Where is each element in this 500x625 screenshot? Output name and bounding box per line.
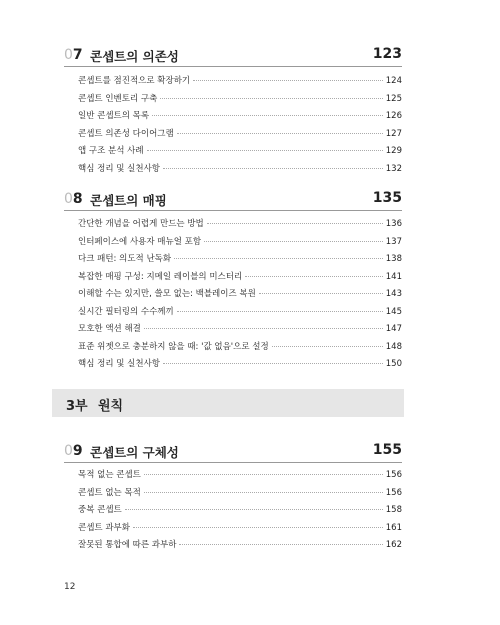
dot-leader	[160, 98, 382, 99]
chapter-title: 콘셉트의 의존성	[90, 49, 179, 64]
toc-entry: 일반 콘셉트의 목록 126	[78, 111, 402, 121]
part-title: 원칙	[98, 399, 124, 414]
toc-entry: 복잡한 매핑 구성: 지메일 레이블의 미스터리 141	[78, 271, 402, 282]
dot-leader	[259, 293, 383, 294]
toc-entry: 콘셉트 과부화 161	[78, 522, 402, 533]
toc-entry: 인터페이스에 사용자 매뉴얼 포함 137	[78, 236, 402, 247]
dot-leader	[174, 258, 383, 259]
part-label: 3부	[66, 399, 88, 414]
toc-entry: 중복 콘셉트 158	[78, 505, 402, 515]
dot-leader	[144, 492, 383, 493]
toc-entry: 핵심 정리 및 실천사항 150	[78, 359, 402, 369]
chapter-title: 콘셉트의 매핑	[90, 193, 167, 208]
chapter-divider	[64, 66, 402, 67]
dot-leader	[144, 328, 383, 329]
dot-leader	[152, 115, 383, 116]
chapter-number: 07	[64, 47, 83, 63]
toc-entry-list	[78, 217, 402, 375]
dot-leader	[163, 363, 383, 364]
dot-leader	[272, 346, 383, 347]
part-header	[52, 389, 404, 417]
dot-leader	[133, 527, 383, 528]
toc-entry: 간단한 개념을 어렵게 만드는 방법 136	[78, 219, 402, 229]
dot-leader	[125, 509, 383, 510]
toc-entry: 콘셉트 없는 목적 156	[78, 487, 402, 498]
chapter-divider	[64, 462, 402, 463]
toc-entry: 이해할 수는 있지만, 쓸모 없는: 백블레이즈 복원 143	[78, 289, 402, 299]
dot-leader	[177, 311, 383, 312]
dot-leader	[245, 276, 383, 277]
toc-entry: 콘셉트를 점진적으로 확장하기 124	[78, 76, 402, 86]
toc-entry: 목적 없는 콘셉트 156	[78, 470, 402, 480]
dot-leader	[163, 168, 383, 169]
dot-leader	[177, 133, 383, 134]
dot-leader	[147, 150, 383, 151]
chapter-page: 155	[372, 442, 402, 458]
chapter-heading	[64, 191, 402, 213]
chapter-title: 콘셉트의 구체성	[90, 445, 179, 460]
toc-entry: 표준 위젯으로 충분하지 않을 때: '값 없음'으로 설정 148	[78, 341, 402, 352]
chapter-divider	[64, 210, 402, 211]
toc-entry: 잘못된 통합에 따른 과부하 162	[78, 540, 402, 550]
dot-leader	[204, 241, 383, 242]
toc-entry: 콘셉트 인벤토리 구축 125	[78, 93, 402, 104]
chapter-heading	[64, 47, 402, 69]
chapter-09	[64, 442, 402, 550]
chapter-page: 135	[372, 190, 402, 206]
chapter-page: 123	[372, 46, 402, 62]
toc-entry: 모호한 액션 해결 147	[78, 324, 402, 334]
chapter-07	[64, 46, 402, 174]
page-number: 12	[64, 582, 76, 592]
chapter-08	[64, 190, 402, 369]
toc-entry-list	[78, 468, 402, 556]
toc-entry: 앱 구조 분석 사례 129	[78, 146, 402, 156]
dot-leader	[144, 474, 383, 475]
toc-entry-list	[78, 74, 402, 179]
dot-leader	[193, 80, 383, 81]
dot-leader	[179, 544, 382, 545]
dot-leader	[207, 223, 383, 224]
toc-entry: 실시간 필터링의 수수께끼 145	[78, 306, 402, 317]
chapter-number: 09	[64, 443, 83, 459]
toc-entry: 다크 패턴: 의도적 난독화 138	[78, 254, 402, 264]
chapter-heading	[64, 443, 402, 465]
toc-entry: 콘셉트 의존성 다이어그램 127	[78, 128, 402, 139]
chapter-number: 08	[64, 191, 83, 207]
toc-entry: 핵심 정리 및 실천사항 132	[78, 163, 402, 174]
